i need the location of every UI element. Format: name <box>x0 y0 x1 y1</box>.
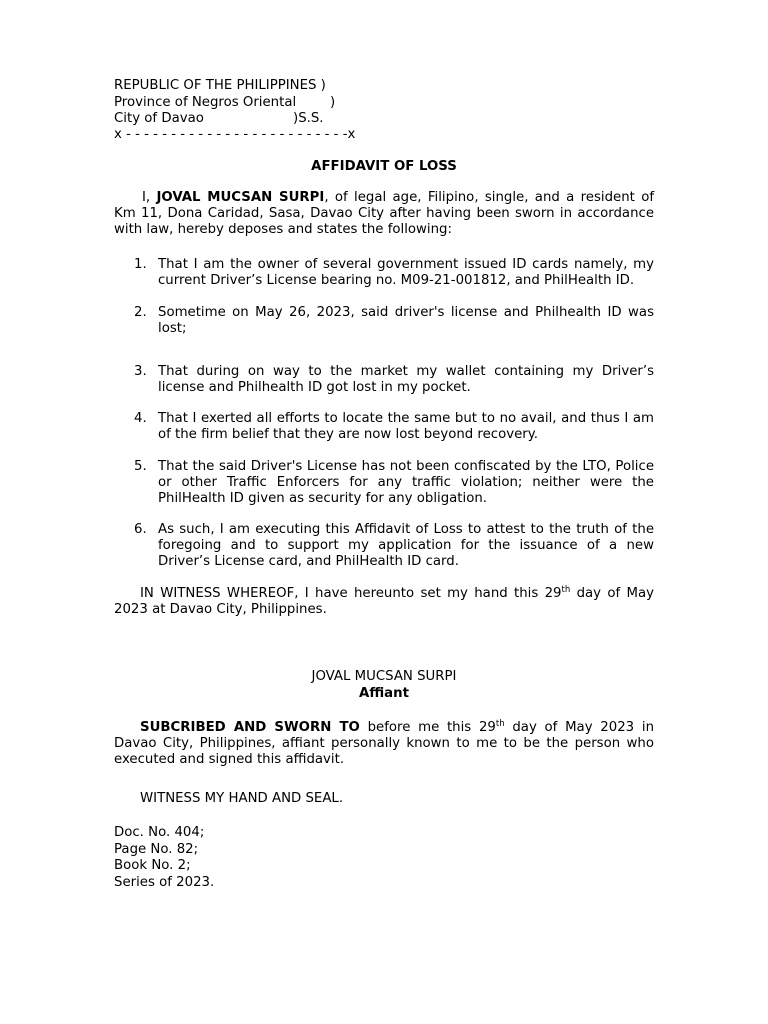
item-6-text: As such, I am executing this Affidavit of Loss to attest to the truth of the foregoing and to support my application for the issuance of a new Driver’s License card, and PhilHealth ID card. <box>158 522 654 569</box>
notarial-series: Series of 2023. <box>114 875 215 890</box>
intro-text: , of legal age, Filipino, single, and a resident of Km 11, Dona Caridad, Sasa, Davao City after having been sworn in accordance with law, hereby deposes and states the following: <box>114 190 655 237</box>
witness-paragraph <box>114 586 654 618</box>
notarial-doc: Doc. No. 404; <box>114 825 205 840</box>
item-1-text: That I am the owner of several government issued ID cards namely, my current Driver’s License bearing no. M09-21-001812, and PhilHealth ID. <box>158 257 654 288</box>
witness-part1: IN WITNESS WHEREOF, I have hereunto set my hand this 29 <box>140 586 562 601</box>
item-1-number: 1. <box>134 257 147 272</box>
item-5-number: 5. <box>134 459 147 474</box>
intro-prefix: I, <box>142 190 157 205</box>
item-5-text: That the said Driver's License has not been confiscated by the LTO, Police or other Traffic Enforcers for any traffic violation; neither were the PhilHealth ID given as security for any obligation. <box>158 459 654 506</box>
jurat-part2: day of May 2023 in Davao City, Philippines, affiant personally known to me to be the person who executed and signed this affidavit. <box>114 720 654 767</box>
caption-ss: )S.S. <box>293 111 324 126</box>
item-4-number: 4. <box>134 411 147 426</box>
jurat-ordinal: th <box>495 719 505 729</box>
item-4-text: That I exerted all efforts to locate the same but to no avail, and thus I am of the firm belief that they are now lost beyond recovery. <box>158 411 654 442</box>
jurat-part1: before me this 29 <box>359 720 496 735</box>
signature-role: Affiant <box>359 686 409 701</box>
caption-republic: REPUBLIC OF THE PHILIPPINES ) <box>114 78 326 93</box>
witness-part2: day of May 2023 at Davao City, Philippines. <box>114 586 654 617</box>
item-6-number: 6. <box>134 522 147 537</box>
jurat-paragraph <box>114 720 654 768</box>
caption-city: City of Davao <box>114 111 204 126</box>
notarial-book: Book No. 2; <box>114 858 191 873</box>
document-title: AFFIDAVIT OF LOSS <box>311 159 457 174</box>
witness-ordinal: th <box>561 585 571 595</box>
item-3-text: That during on way to the market my wallet containing my Driver’s license and Philhealth ID got lost in my pocket. <box>158 364 654 395</box>
item-2-text: Sometime on May 26, 2023, said driver's license and Philhealth ID was lost; <box>158 305 654 336</box>
jurat-bold: SUBCRIBED AND SWORN TO <box>140 720 360 735</box>
item-2-number: 2. <box>134 305 147 320</box>
intro-paragraph <box>114 190 654 238</box>
seal-line: WITNESS MY HAND AND SEAL. <box>140 791 344 806</box>
notarial-page: Page No. 82; <box>114 842 199 857</box>
signature-name: JOVAL MUCSAN SURPI <box>311 669 457 684</box>
caption-province: Province of Negros Oriental ) <box>114 95 336 110</box>
affiant-name: JOVAL MUCSAN SURPI <box>156 190 325 205</box>
caption-divider: x - - - - - - - - - - - - - - - - - - - - - - - - -x <box>114 127 356 142</box>
item-3-number: 3. <box>134 364 147 379</box>
